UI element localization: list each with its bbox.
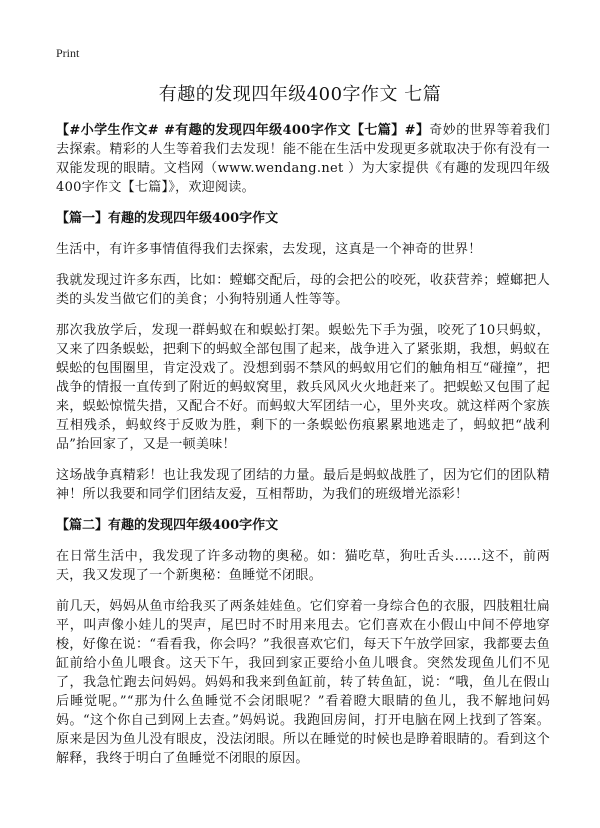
section-2-heading: 【篇二】有趣的发现四年级400字作文	[56, 518, 279, 533]
section-1-paragraph: 这场战争真精彩！也让我发现了团结的力量。最后是蚂蚁战胜了，因为它们的团队精神！所以我要和同学们团结友爱，互相帮助，为我们的班级增光添彩！	[56, 468, 550, 502]
section-2-paragraph: 在日常生活中，我发现了许多动物的奥秘。如：猫吃草，狗吐舌头……这不，前两天，我又发现了一个新奥秘：鱼睡觉不闭眼。	[56, 549, 550, 583]
intro-tags: 【#小学生作文# #有趣的发现四年级400字作文【七篇】#】	[56, 123, 430, 138]
section-1-paragraph: 我就发现过许多东西，比如：螳螂交配后，母的会把公的咬死，收获营养；螳螂把人类的头发当做它们的美食；小狗特别通人性等等。	[56, 273, 550, 307]
section-1-paragraph: 那次我放学后，发现一群蚂蚁在和蜈蚣打架。蜈蚣先下手为强，咬死了10只蚂蚁，又来了四条蜈蚣，把剩下的蚂蚁全部包围了起来，战争进入了紧张期，我想，蚂蚁在蜈蚣的包围圈里，肯定没戏了。没想到弱不禁风的蚂蚁用它们的触角相互“碰撞”，把战争的情报一直传到了附近的蚂蚁窝里，救兵风风火火地赶来了。把蜈蚣又包围了起来，蜈蚣惊慌失措，又配合不好。而蚂蚁大军团结一心，里外夹攻。就这样两个家族互相残杀，蚂蚁终于反败为胜，剩下的一条蜈蚣伤痕累累地逃走了，蚂蚁把“战利品”抬回家了，又是一顿美味！	[56, 323, 550, 452]
section-2-paragraph: 前几天，妈妈从鱼市给我买了两条娃娃鱼。它们穿着一身综合色的衣服，四肢粗壮扁平，叫声像小娃儿的哭声，尾巴时不时用来甩去。它们喜欢在小假山中间不停地穿梭，好像在说：“看看我，你会吗？”我很喜欢它们，每天下午放学回家，我都要去鱼缸前给小鱼儿喂食。这天下午，我回到家正要给小鱼儿喂食。突然发现鱼儿们不见了，我急忙跑去问妈妈。妈妈和我来到鱼缸前，转了转鱼缸，说：“哦，鱼儿在假山后睡觉呢。”“那为什么鱼睡觉不会闭眼呢？”看着瞪大眼睛的鱼儿，我不解地问妈妈。“这个你自己到网上去查。”妈妈说。我跑回房间，打开电脑在网上找到了答案。原来是因为鱼儿没有眼皮，没法闭眼。所以在睡觉的时候也是睁着眼睛的。看到这个解释，我终于明白了鱼睡觉不闭眼的原因。	[56, 599, 550, 766]
section-1-paragraph: 生活中，有许多事情值得我们去探索，去发现，这真是一个神奇的世界！	[56, 242, 482, 257]
intro-text: 奇妙的世界等着我们去探索。精彩的人生等着我们去发现！能不能在生活中发现更多就取决于你有没有一双能发现的眼睛。文档网（www.wendang.net ）为大家提供《有趣的发现四年级400字作文【七篇】》，欢迎阅读。	[56, 123, 551, 195]
section-1-heading: 【篇一】有趣的发现四年级400字作文	[56, 211, 279, 226]
document-title: 有趣的发现四年级400字作文 七篇	[158, 84, 442, 105]
document-body	[56, 121, 550, 780]
print-label: Print	[56, 46, 80, 60]
intro-paragraph	[56, 121, 550, 197]
